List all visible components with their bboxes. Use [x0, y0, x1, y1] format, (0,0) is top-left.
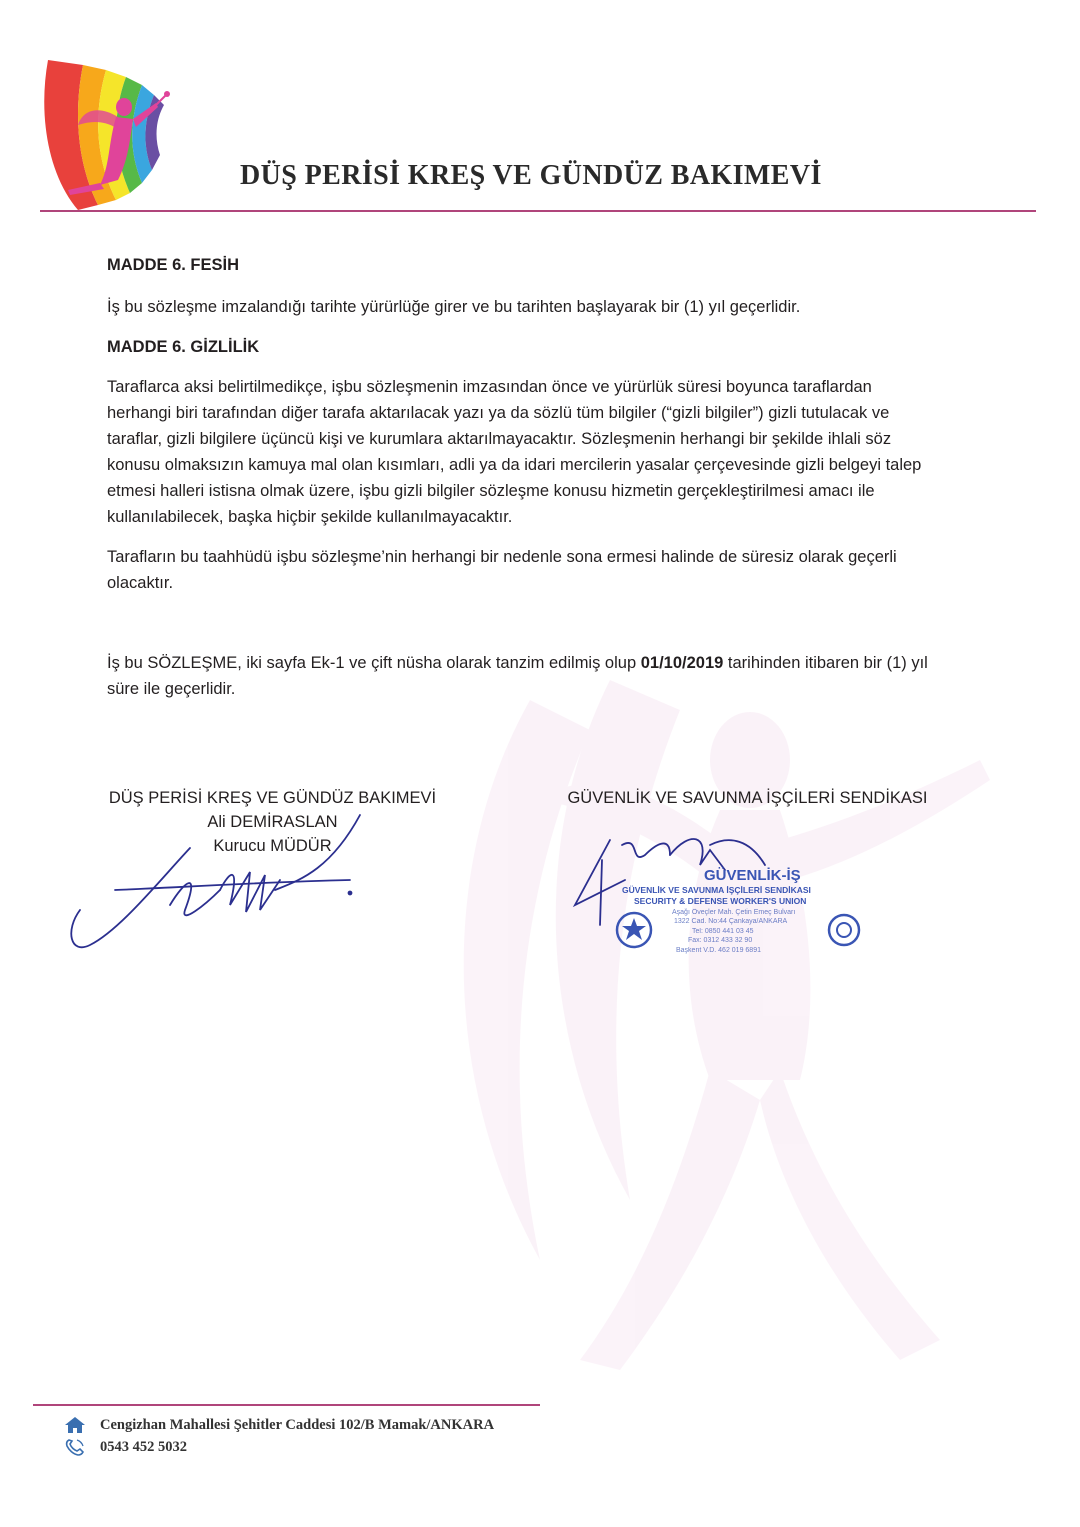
- paragraph-fesih: İş bu sözleşme imzalandığı tarihte yürürlüğe girer ve bu tarihten başlayarak bir (1) yıl geçerlidir.: [107, 298, 801, 316]
- stamp-line-4: 1322 Cad. No:44 Çankaya/ANKARA: [674, 918, 788, 925]
- validity-date: 01/10/2019: [640, 654, 724, 672]
- stamp-line-3: Aşağı Öveçler Mah. Çetin Emeç Bulvarı: [672, 909, 796, 916]
- stamp-line-5: Tel: 0850 441 03 45: [692, 928, 754, 935]
- stamp-line-1: GÜVENLİK VE SAVUNMA İŞÇİLERİ SENDİKASI: [622, 885, 811, 895]
- footer-phone: 0543 452 5032: [100, 1439, 187, 1455]
- handwritten-signature-left: [60, 810, 380, 960]
- signatory-name-left: Ali DEMİRASLAN: [207, 813, 338, 831]
- signatory-role-left: Kurucu MÜDÜR: [213, 837, 332, 855]
- signatory-org-left: DÜŞ PERİSİ KREŞ VE GÜNDÜZ BAKIMEVİ: [108, 789, 437, 807]
- fairy-watermark: [380, 640, 1030, 1390]
- footer-address-line: [64, 1414, 494, 1436]
- header-divider: [40, 210, 1036, 212]
- union-stamp: [612, 862, 872, 957]
- validity-text-start: İş bu SÖZLEŞME, iki sayfa Ek-1 ve çift nüsha olarak tanzim edilmiş olup: [107, 654, 641, 672]
- paragraph-validity: [107, 650, 937, 702]
- stamp-brand: GÜVENLİK-İŞ: [704, 867, 801, 884]
- section-heading-fesih: MADDE 6. FESİH: [107, 256, 240, 274]
- section-heading-gizlilik: MADDE 6. GİZLİLİK: [107, 338, 260, 356]
- paragraph-gizlilik: Taraflarca aksi belirtilmedikçe, işbu sözleşmenin imzasından önce ve yürürlük süresi boyunca taraflardan herhangi biri tarafından diğer tarafa aktarılacak yazı ya da sözlü tüm bilgiler (“gizli bilgiler”) gizli tutulacak ve taraflar, gizli bilgilere üçüncü kişi ve kurumlara aktarılmayacaktır. Sözleşmenin herhangi bir şekilde ihlali söz konusu olmaksızın kamuya mal olan kısımları, adli ya da idari mercilerin yasalar çerçevesinde gizli belgeyi talep etmesi halleri istisna olmak üzere, işbu gizli bilgiler sözleşme konusu hizmetin gerçekleştirilmesi amacı ile kullanılabilecek, başka hiçbir şekilde kullanılmayacaktır.: [107, 378, 922, 526]
- footer-address: Cengizhan Mahallesi Şehitler Caddesi 102/B Mamak/ANKARA: [100, 1417, 495, 1433]
- stamp-line-6: Fax: 0312 433 32 90: [688, 937, 753, 944]
- signatory-org-right: GÜVENLİK VE SAVUNMA İŞÇİLERİ SENDİKASI: [567, 789, 928, 807]
- footer-phone-line: [64, 1436, 494, 1458]
- stamp-line-7: Başkent V.D. 462 019 6891: [676, 947, 761, 954]
- footer: [64, 1414, 494, 1458]
- footer-divider: [33, 1404, 540, 1406]
- home-icon: [64, 1416, 86, 1434]
- org-title: DÜŞ PERİSİ KREŞ VE GÜNDÜZ BAKIMEVİ: [240, 160, 822, 191]
- signature-block-right: [565, 786, 930, 810]
- contract-body: [107, 252, 937, 702]
- paragraph-taahhut: Tarafların bu taahhüdü işbu sözleşme’nin herhangi bir nedenle sona ermesi halinde de süresiz olarak geçerli olacaktır.: [107, 548, 897, 592]
- validity-text-end: tarihinden itibaren bir (1) yıl süre ile geçerlidir.: [107, 654, 928, 698]
- phone-icon: [64, 1438, 86, 1456]
- stamp-line-2: SECURITY & DEFENSE WORKER'S UNION: [634, 896, 807, 906]
- fairy-rainbow-logo: [38, 55, 178, 215]
